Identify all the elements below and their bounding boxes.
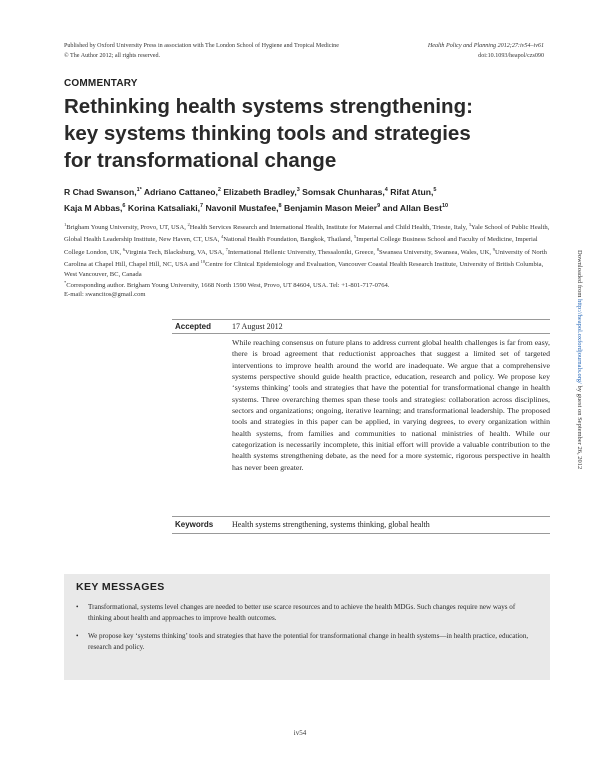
affiliation: Centre for Clinical Epidemiology and Evaluation, Vancouver Coastal Health Research Institute, University of British Columbia, West Vancouver, BC, Canada — [64, 261, 544, 278]
keywords-label: Keywords — [175, 520, 214, 529]
divider — [172, 319, 550, 320]
download-link[interactable]: http://heapol.oxfordjournals.org/ — [576, 299, 583, 384]
affiliation: Imperial College Business School and Faculty of Medicine, Imperial College London, UK, — [64, 236, 538, 256]
abstract: While reaching consensus on future plans to address current global health challenges is far from easy, there is broad agreement that reductionist approaches that suggest a limited set of targeted interventions to improve health around the world are inadequate. We argue that a comprehensive systems perspective should guide health practice, education, research and policy. We propose key ‘systems thinking’ tools and strategies that have the potential for transformational change in health systems. Three overarching themes span these tools and strategies: collaboration across disciplines, sectors and organizations; ongoing, iterative learning; and transformational leadership. The proposed tools and strategies in this paper can be applied, in varying degrees, to every organization within health systems, from families and communities to national ministries of health. While our categorization is necessarily incomplete, this initial effort will provide a valuable contribution to the health systems strengthening debate, as the need for a more systemic, rigorous perspective in health has never been greater. — [232, 338, 550, 472]
affiliation: University of North Carolina at Chapel Hill, Chapel Hill, NC, USA and — [64, 248, 547, 269]
divider — [172, 333, 550, 334]
publisher-line: Published by Oxford University Press in association with The London School of Hygiene and Tropical Medicine — [64, 43, 339, 49]
author: Adriano Cattaneo, — [143, 186, 218, 197]
bullet-icon: • — [76, 632, 79, 640]
divider — [172, 516, 550, 517]
author-line: R Chad Swanson,$^{1*}$ Adriano Cattaneo,$^2$ Elizabeth Bradley,$^3$ Somsak Chunharas,$^4$ Rifat Atun,$^5$ — [64, 186, 437, 197]
page-number: iv54 — [293, 729, 307, 737]
author: Somsak Chunharas, — [302, 186, 385, 197]
affiliation: Swansea University, Swansea, Wales, UK, — [378, 248, 493, 256]
author-conjunction: and — [382, 202, 398, 213]
list-item: • Transformational, systems level changes are needed to better use scarce resources and to achieve the health MDGs. Such changes require new ways of thinking about health and approaches to improve health outcomes. — [76, 603, 516, 622]
corresponding-text: Corresponding author. Brigham Young University, 1668 North 1590 West, Provo, UT 84604, USA. Tel: +1-801-717-0764. — [66, 282, 390, 290]
author: Kaja M Abbas, — [64, 202, 123, 213]
list-item: • We propose key ‘systems thinking’ tools and strategies that have the potential for transformational change in health systems—in health practice, education, research and policy. — [76, 632, 529, 651]
divider — [172, 533, 550, 534]
article-title — [64, 93, 544, 174]
bullet-icon: • — [76, 603, 79, 611]
title-line: key systems thinking tools and strategies — [64, 122, 471, 145]
author: Korina Katsaliaki, — [127, 202, 200, 213]
doi: doi:10.1093/heapol/czs090 — [478, 53, 544, 59]
affiliation: Health Services Research and International Health, Institute for Maternal and Child Health, Trieste, Italy, — [189, 224, 469, 232]
author: Benjamin Mason Meier — [283, 202, 378, 213]
accepted-date: 17 August 2012 — [232, 322, 283, 331]
affiliation: International Hellenic University, Thessaloniki, Greece, — [227, 248, 377, 256]
author-line: Kaja M Abbas,$^6$ Korina Katsaliaki,$^7$ Navonil Mustafee,$^8$ Benjamin Mason Meier$^9$ and Allan Best$^{10}$ — [64, 202, 449, 213]
journal-info — [344, 41, 544, 61]
keywords-value: Health systems strengthening, systems thinking, global health — [232, 520, 430, 529]
affiliation: Virginia Tech, Blacksburg, VA, USA, — [125, 248, 226, 256]
affiliation: National Health Foundation, Bangkok, Thailand, — [223, 236, 354, 244]
title-line: Rethinking health systems strengthening: — [64, 95, 473, 118]
affiliation: Yale School of Public Health, Global Health Leadership Institute, New Haven, CT, USA, — [64, 224, 550, 244]
author: R Chad Swanson, — [64, 186, 137, 197]
copyright-line: © The Author 2012; all rights reserved. — [64, 53, 161, 59]
title-line: for transformational change — [64, 149, 337, 172]
affiliation: Brigham Young University, Provo, UT, USA, — [66, 224, 188, 232]
accepted-label: Accepted — [175, 322, 212, 331]
download-note: Downloaded from http://heapol.oxfordjournals.org/ by guest on September 26, 2012 — [576, 250, 583, 470]
section-label: COMMENTARY — [64, 78, 138, 89]
author: Elizabeth Bradley, — [223, 186, 297, 197]
corresponding-author: *Corresponding author. Brigham Young University, 1668 North 1590 West, Provo, UT 84604, USA. Tel: +1-801-717-0764. E-mail: swancitos@gmail.com — [64, 278, 550, 300]
author: Rifat Atun, — [390, 186, 434, 197]
author: Allan Best — [399, 202, 442, 213]
email: E-mail: swancitos@gmail.com — [64, 291, 146, 299]
key-messages-list — [76, 602, 540, 660]
author-list — [64, 183, 554, 215]
key-messages-title: KEY MESSAGES — [76, 581, 165, 593]
affiliations: $^1$Brigham Young University, Provo, UT, USA, $^2$Health Services Research and International Health, Institute for Maternal and Child Health, Trieste, Italy, $^3$Yale School of Public Health, Global Health Leadership Institute, New Haven, CT, USA, $^4$National Health Foundation, Bangkok, Thailand, $^5$Imperial College Business School and Faculty of Medicine, Imperial College London, UK, $^6$Virginia Tech, Blacksburg, VA, USA, $^7$International Hellenic University, Thessaloniki, Greece, $^8$Swansea University, Swansea, Wales, UK, $^9$University of North Carolina at Chapel Hill, Chapel Hill, NC, USA and $^{10}$Centre for Clinical Epidemiology and Evaluation, Vancouver Coastal Health Research Institute, University of British Columbia, West Vancouver, BC, Canada — [64, 222, 550, 278]
author: Navonil Mustafee, — [205, 202, 279, 213]
journal-citation: Health Policy and Planning 2012;27:iv54–iv61 — [427, 43, 544, 49]
